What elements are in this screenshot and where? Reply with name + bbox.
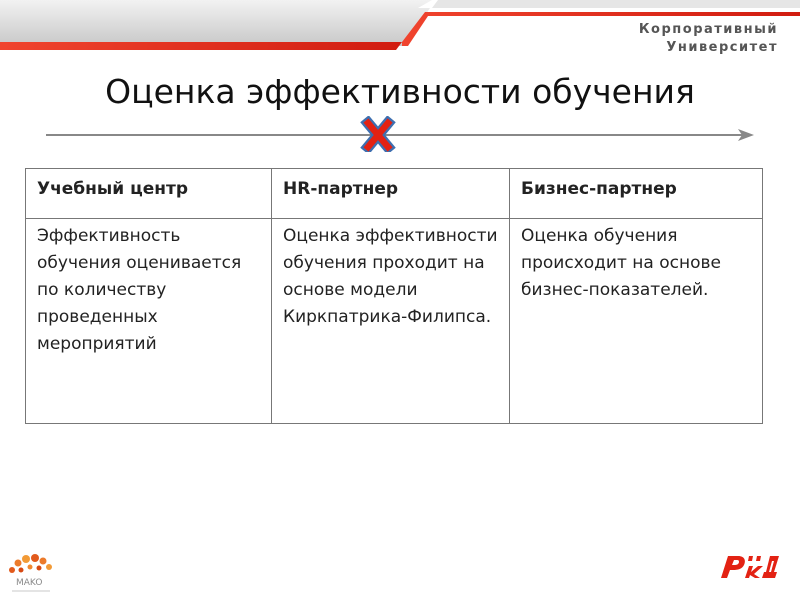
mako-logo-text: MAKO — [16, 578, 43, 588]
timeline-arrow — [44, 116, 756, 152]
x-marker-icon — [368, 123, 388, 147]
brand-line-1: Корпоративный — [638, 22, 778, 37]
table-header-row — [26, 169, 763, 219]
mako-logo — [6, 548, 62, 596]
cell-business-partner: Оценка обучения происходит на основе бизнес-показателей. — [510, 219, 763, 424]
rzd-logo — [718, 552, 780, 582]
table-row — [26, 219, 763, 424]
comparison-table — [25, 168, 763, 424]
brand-line-2: Университет — [666, 40, 778, 55]
cell-hr-partner: Оценка эффективности обучения проходит на основе модели Киркпатрика-Филипса. — [272, 219, 510, 424]
brand-block — [639, 21, 778, 57]
page-title: Оценка эффективности обучения — [105, 72, 695, 111]
cell-training-center: Эффективность обучения оценивается по количеству проведенных мероприятий — [26, 219, 272, 424]
header-business-partner: Бизнес-партнер — [510, 169, 763, 219]
header-hr-partner: HR-партнер — [272, 169, 510, 219]
header-training-center: Учебный центр — [26, 169, 272, 219]
